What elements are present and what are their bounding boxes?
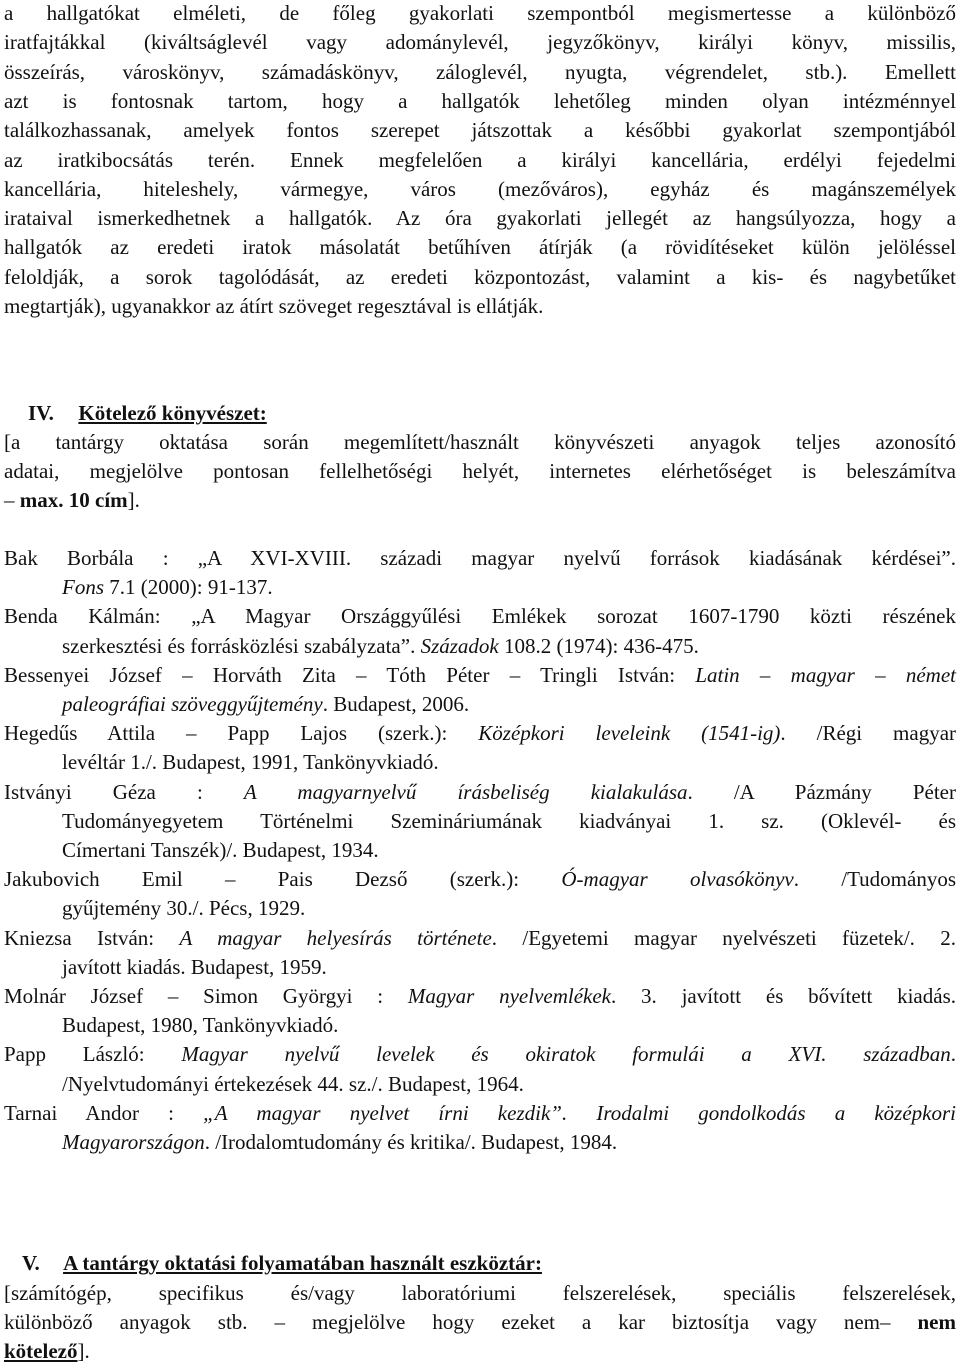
reference-segment: Bessenyei József – Horváth Zita – Tóth Péter – Tringli István: [4, 662, 696, 687]
reference-line [4, 603, 956, 629]
reference-segment: Magyarországon [62, 1130, 205, 1154]
reference-line [62, 633, 699, 659]
intro-line: irataival ismerkedhetnek a hallgatók. Az óra gyakorlati jellegét az hangsúlyozza, hogy a [4, 206, 956, 231]
reference-segment: szerkesztési és forrásközlési szabályzata”. [62, 633, 421, 658]
reference-segment: Hegedűs Attila – Papp Lajos (szerk.): [4, 721, 479, 746]
reference-line [62, 1129, 617, 1155]
section-iv-desc-line-1: [a tantárgy oktatása során megemlített/használt könyvészeti anyagok teljes azonosító [4, 430, 956, 454]
reference-segment: . 3. javított és bővített kiadás. [611, 984, 956, 1008]
reference-line [62, 574, 273, 600]
reference-line [4, 925, 956, 951]
reference-segment: . /Tudományos [793, 867, 957, 892]
intro-line: összeírás, városkönyv, számadáskönyv, záloglevél, nyugta, végrendelet, stb.). Emellett [4, 59, 956, 84]
reference-segment: Ó-magyar olvasókönyv [561, 867, 794, 892]
desc-max-count: max. 10 cím [19, 488, 128, 512]
section-v-closing: ]. [77, 1339, 90, 1363]
section-v-line-1: [számítógép, specifikus és/vagy laboratóriumi felszerelések, speciális felszerelések, [4, 1281, 956, 1305]
reference-segment: . /Régi magyar [780, 721, 957, 746]
intro-line: hallgatók az eredeti iratok másolatát betűhíven átírják (a rövidítéseket külön jelöléssel [4, 235, 956, 260]
reference-segment: Tarnai Andor : [4, 1100, 204, 1125]
reference-segment: gyűjtemény 30./. Pécs, 1929. [62, 896, 306, 921]
section-v-line-2 [4, 1309, 956, 1335]
reference-segment: Papp László: [4, 1042, 182, 1067]
section-v-heading [22, 1250, 542, 1276]
intro-line: az iratkibocsátás terén. Ennek megfelelően a királyi kancellária, erdélyi fejedelmi [4, 147, 956, 172]
reference-segment: Középkori leveleink (1541-ig) [478, 721, 781, 746]
reference-segment: /Nyelvtudományi értekezések 44. sz./. Budapest, 1964. [62, 1071, 524, 1096]
reference-segment: Magyar nyelvű levelek és okiratok formulái a XVI. században [181, 1042, 951, 1067]
reference-segment: . /A Pázmány Péter [687, 779, 956, 804]
section-iv-desc-line-3 [4, 487, 140, 513]
reference-segment: Benda Kálmán: „A Magyar Országgyűlési Emlékek sorozat 1607-1790 közti részének [4, 604, 956, 629]
reference-segment: . /Egyetemi magyar nyelvészeti füzetek/. 2. [491, 925, 956, 950]
reference-segment: Fons [62, 575, 104, 600]
reference-segment: A magyar helyesírás története [179, 925, 492, 950]
reference-line [62, 1071, 524, 1097]
reference-line [62, 808, 956, 834]
reference-line [62, 749, 439, 775]
reference-segment: . /Irodalomtudomány és kritika/. Budapest, 1984. [204, 1130, 618, 1154]
section-iv-desc-line-2: adatai, megjelölve pontosan fellelhetőségi helyét, internetes elérhetőséget is beleszámítva [4, 459, 956, 483]
reference-segment: . Budapest, 2006. [322, 692, 470, 716]
reference-segment: Kniezsa István: [4, 925, 180, 950]
reference-line [4, 1100, 956, 1126]
reference-segment: Latin – magyar – német [695, 662, 956, 687]
reference-segment: 7.1 (2000): 91-137. [104, 575, 273, 600]
reference-line [4, 662, 956, 688]
intro-line: kancellária, hiteleshely, vármegye, város (mezőváros), egyház és magánszemélyek [4, 176, 956, 201]
section-v-number: V. [22, 1251, 40, 1275]
reference-segment: Magyar nyelvemlékek [407, 984, 612, 1008]
desc-closing: ]. [127, 488, 140, 512]
reference-line [62, 837, 379, 863]
reference-segment: Istványi Géza : [4, 779, 244, 804]
reference-line [62, 954, 327, 980]
reference-line [4, 720, 956, 746]
reference-line [4, 1041, 956, 1067]
reference-segment: levéltár 1./. Budapest, 1991, Tankönyvkiadó. [62, 750, 439, 775]
reference-segment: . [950, 1042, 956, 1067]
reference-line [62, 1012, 338, 1038]
intro-line: találkozhassanak, amelyek fontos szerepet játszottak a későbbi gyakorlat szempontjából [4, 118, 956, 143]
reference-segment: javított kiadás. Budapest, 1959. [62, 954, 327, 979]
section-v-kotelezo: kötelező [4, 1339, 78, 1363]
intro-line: iratfajtákkal (kiváltságlevél vagy adománylevél, jegyzőkönyv, királyi könyv, missilis, [4, 30, 956, 55]
reference-segment: Századok [420, 633, 499, 658]
desc-dash: – [4, 488, 20, 512]
intro-line: feloldják, a sorok tagolódását, az eredeti központozást, valamint a kis- és nagybetűket [4, 264, 956, 289]
reference-segment: „A magyar nyelvet írni kezdik”. Irodalmi gondolkodás a középkori [203, 1100, 956, 1125]
intro-line: megtartják), ugyanakkor az átírt szöveget regesztával is ellátják. [4, 294, 544, 318]
section-v-line-3 [4, 1338, 90, 1364]
section-iv-number: IV. [28, 401, 54, 425]
reference-segment: Tudományegyetem Történelmi Szemináriumának kiadványai 1. sz. (Oklevél- és [62, 808, 956, 833]
reference-line [4, 779, 956, 805]
section-iv-title: Kötelező könyvészet: [78, 401, 267, 425]
reference-line [4, 983, 956, 1009]
reference-segment: Jakubovich Emil – Pais Dezső (szerk.): [4, 867, 562, 892]
reference-line [4, 545, 956, 571]
reference-segment: Budapest, 1980, Tankönyvkiadó. [62, 1013, 339, 1038]
reference-segment: A magyarnyelvű írásbeliség kialakulása [243, 779, 688, 804]
intro-line: azt is fontosnak tartom, hogy a hallgatók lehetőleg minden olyan intézménnyel [4, 88, 956, 113]
section-v-line-2-text: különböző anyagok stb. – megjelölve hogy ezeket a kar biztosítja vagy nem– [4, 1310, 918, 1334]
reference-segment: Címertani Tanszék)/. Budapest, 1934. [62, 838, 379, 862]
reference-line [62, 691, 469, 717]
reference-segment: Bak Borbála : „A XVI-XVIII. századi magyar nyelvű források kiadásának kérdései”. [4, 546, 956, 570]
section-iv-heading [28, 400, 267, 426]
section-v-nem: nem [917, 1310, 956, 1334]
reference-segment: Molnár József – Simon Györgyi : [4, 984, 408, 1008]
section-v-title: A tantárgy oktatási folyamatában használt eszköztár: [63, 1251, 542, 1275]
reference-segment: 108.2 (1974): 436-475. [498, 633, 699, 658]
intro-line: a hallgatókat elméleti, de főleg gyakorlati szempontból megismertesse a különböző [4, 1, 956, 25]
reference-segment: paleográfiai szöveggyűjtemény [62, 692, 323, 716]
reference-line [4, 866, 956, 892]
reference-line [62, 895, 305, 921]
